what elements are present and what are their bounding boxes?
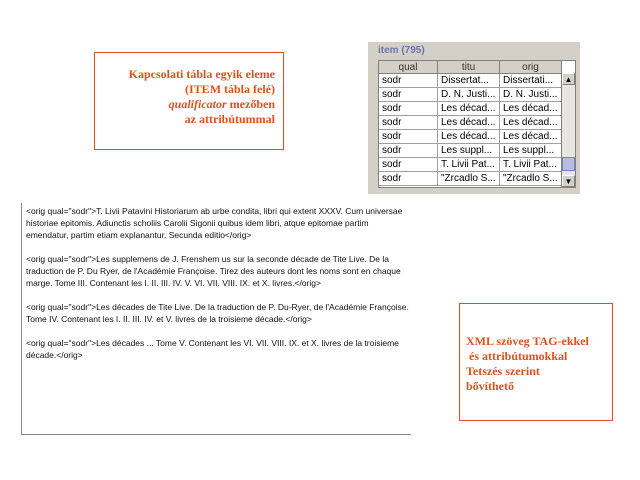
callout-item-relation — [94, 52, 284, 150]
cell-titu[interactable]: T. Livii Pat... — [438, 158, 500, 172]
table-row[interactable] — [379, 130, 562, 144]
item-table — [379, 61, 562, 186]
item-table-panel — [368, 42, 580, 194]
xml-text-panel — [21, 203, 411, 435]
table-row[interactable] — [379, 74, 562, 88]
callout-xml-text — [459, 303, 613, 421]
callout-bottom-line1: XML szöveg TAG-ekkel — [466, 334, 589, 348]
xml-orig-entry-3: <orig qual="sodr">Les décades de Tite Live. De la traduction de P. Du-Ryer, de l'Académie Françoise. Tome IV. Contenant les I. II. III. IV. et V. livres de la troisieme décade.</orig> — [26, 302, 409, 324]
column-header-orig[interactable]: orig — [500, 61, 562, 74]
vertical-scrollbar[interactable] — [561, 73, 575, 187]
callout-top-line4: az attribútummal — [184, 112, 275, 126]
column-header-qual[interactable]: qual — [379, 61, 438, 74]
table-row[interactable] — [379, 116, 562, 130]
table-row[interactable] — [379, 172, 562, 186]
table-row[interactable] — [379, 144, 562, 158]
callout-bottom-line3: Tetszés szerint — [466, 364, 540, 378]
cell-qual[interactable]: sodr — [379, 158, 438, 172]
table-row[interactable] — [379, 158, 562, 172]
cell-titu[interactable]: Les décad... — [438, 116, 500, 130]
cell-titu[interactable]: Les décad... — [438, 102, 500, 116]
cell-titu[interactable]: Les décad... — [438, 130, 500, 144]
table-row[interactable] — [379, 88, 562, 102]
callout-top-line2: (ITEM tábla felé) — [185, 82, 275, 96]
cell-qual[interactable]: sodr — [379, 172, 438, 186]
cell-orig[interactable]: Les suppl... — [500, 144, 562, 158]
callout-top-qualificator: qualificator — [168, 97, 227, 111]
xml-orig-entry-4: <orig qual="sodr">Les décades ... Tome V. Contenant les VI. VII. VIII. IX. et X. livres de la troisieme décade.</orig> — [26, 338, 399, 360]
callout-bottom-line2: és attribútumokkal — [466, 349, 568, 363]
cell-titu[interactable]: "Zrcadlo S... — [438, 172, 500, 186]
table-row[interactable] — [379, 102, 562, 116]
callout-top-line3 — [95, 97, 275, 112]
cell-orig[interactable]: Les décad... — [500, 130, 562, 144]
xml-orig-entry-1: <orig qual="sodr">T. Livii Patavini Historiarum ab urbe condita, libri qui extent XXXV. Cum universae historiae epitomis. Adiunctis scholiis Carolii Sigonii quibus idem libri, atque epitomae partim emendatur, partim etiam explanantur. Secunda editio</orig> — [26, 206, 403, 240]
scroll-up-icon[interactable]: ▲ — [562, 73, 575, 85]
cell-qual[interactable]: sodr — [379, 88, 438, 102]
cell-qual[interactable]: sodr — [379, 116, 438, 130]
xml-orig-entry-2: <orig qual="sodr">Les supplemens de J. Frenshem us sur la seconde décade de Tite Live. De la traduction de P. Du Ryer, de l'Académie Françoise. Tirez des auteurs dont les noms sont en chaque marge. Tome III. Contenant les I. II. III. IV. V. VI. VII. VIII. IX. et X. livres.</orig> — [26, 254, 401, 288]
callout-bottom-line4: bővíthető — [466, 379, 514, 393]
cell-orig[interactable]: "Zrcadlo S... — [500, 172, 562, 186]
item-panel-title: item (795) — [378, 45, 425, 56]
cell-orig[interactable]: T. Livii Pat... — [500, 158, 562, 172]
cell-orig[interactable]: D. N. Justi... — [500, 88, 562, 102]
cell-orig[interactable]: Dissertati... — [500, 74, 562, 88]
column-header-titu[interactable]: titu — [438, 61, 500, 74]
cell-orig[interactable]: Les décad... — [500, 116, 562, 130]
scrollbar-thumb[interactable] — [562, 157, 575, 171]
cell-orig[interactable]: Les décad... — [500, 102, 562, 116]
scroll-down-icon[interactable]: ▼ — [562, 175, 575, 187]
callout-top-line1: Kapcsolati tábla egyik eleme — [128, 67, 275, 81]
item-table-viewport[interactable] — [378, 60, 576, 188]
item-table-header — [379, 61, 562, 74]
cell-qual[interactable]: sodr — [379, 102, 438, 116]
cell-titu[interactable]: Dissertat... — [438, 74, 500, 88]
callout-top-line3-rest: mezőben — [226, 97, 275, 111]
cell-qual[interactable]: sodr — [379, 74, 438, 88]
cell-titu[interactable]: Les suppl... — [438, 144, 500, 158]
cell-titu[interactable]: D. N. Justi... — [438, 88, 500, 102]
cell-qual[interactable]: sodr — [379, 130, 438, 144]
cell-qual[interactable]: sodr — [379, 144, 438, 158]
